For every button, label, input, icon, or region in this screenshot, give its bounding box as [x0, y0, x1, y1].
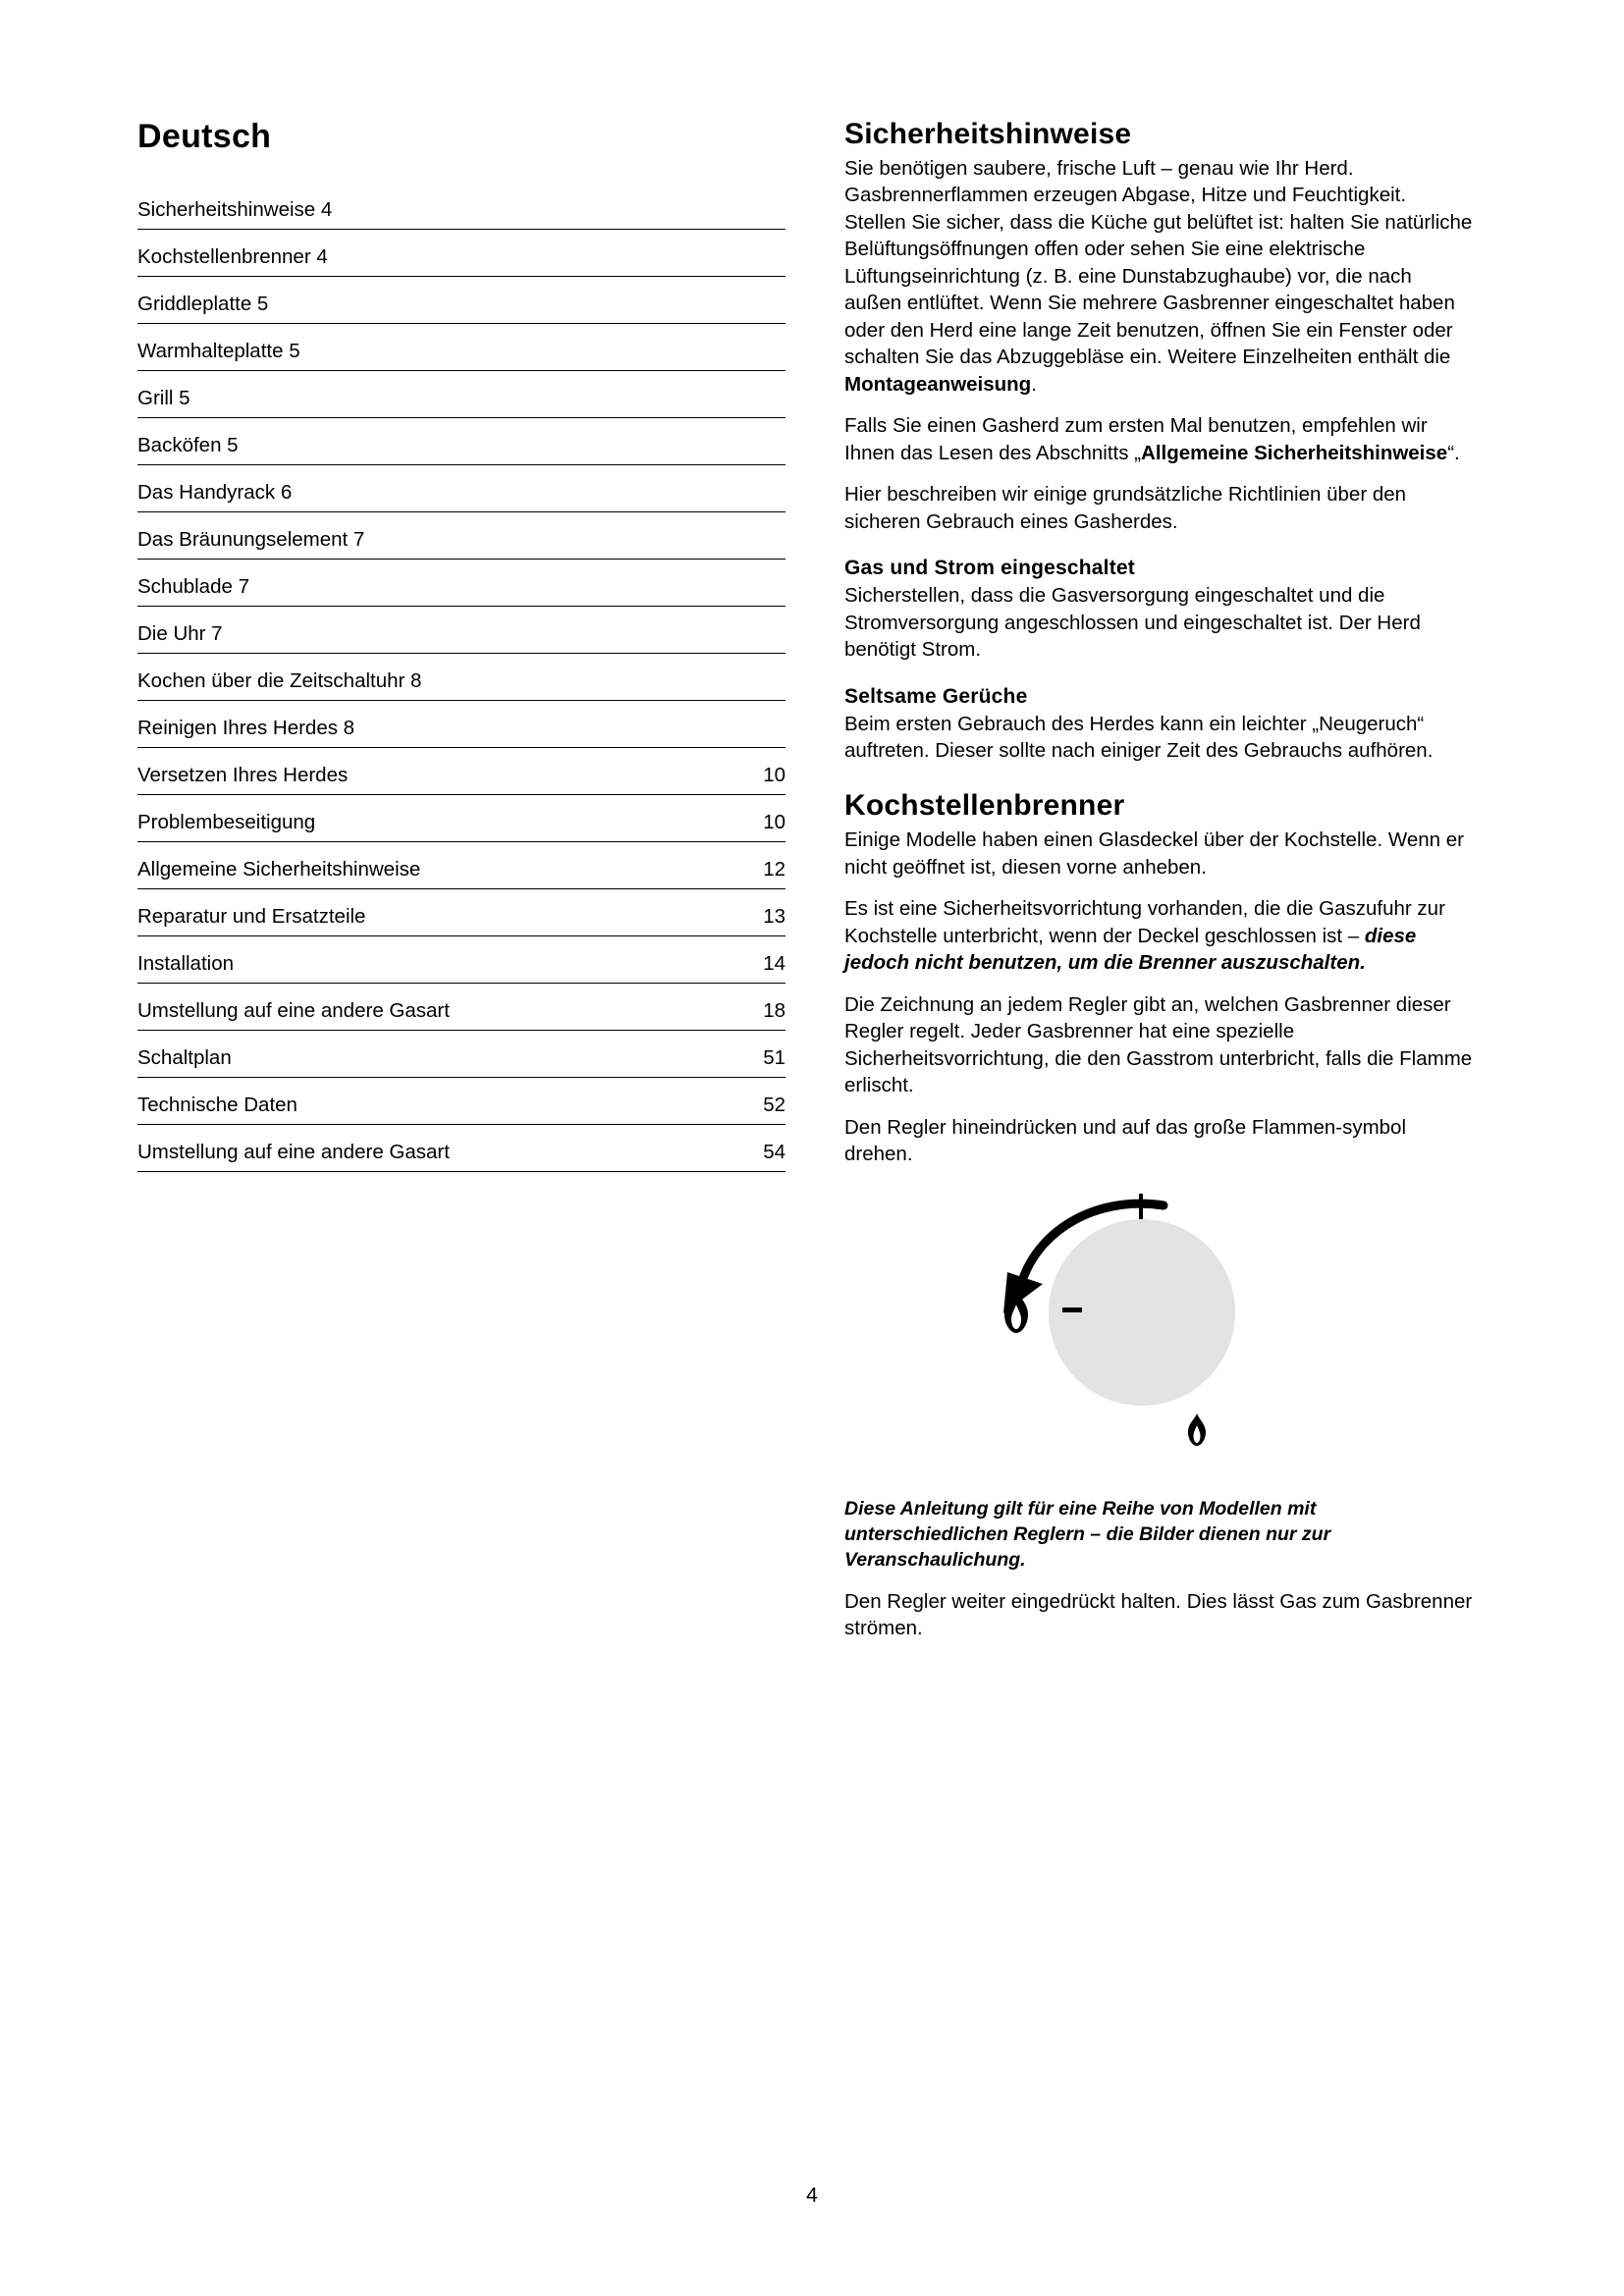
control-knob-figure	[844, 1186, 1473, 1480]
table-row[interactable]	[137, 182, 785, 229]
toc-entry-page	[717, 417, 785, 464]
toc-entry-page	[717, 323, 785, 370]
small-flame-icon	[1186, 1414, 1208, 1447]
table-row[interactable]	[137, 794, 785, 841]
toc-entry-label: Allgemeine Sicherheitshinweise	[137, 841, 717, 888]
toc-entry-label: Griddleplatte 5	[137, 276, 717, 323]
safety-paragraph-1-text: Sie benötigen saubere, frische Luft – genau wie Ihr Herd. Gasbrennerflammen erzeugen Abgase, Hitze und Feuchtigkeit. Stellen Sie sicher, dass die Küche gut belüftet ist: halten Sie natürliche Belüftungsöffnungen offen oder sehen Sie eine elektrische Lüftungseinrichtung (z. B. eine Dunstabzughaube) vor, die nach außen entlüftet. Wenn Sie mehrere Gasbrenner eingeschaltet haben oder den Herd eine lange Zeit benutzen, öffnen Sie ein Fenster oder schalten Sie das Abzuggebläse ein. Weitere Einzelheiten enthält die	[844, 157, 1473, 369]
toc-entry-page	[717, 276, 785, 323]
section-heading-burners: Kochstellenbrenner	[844, 789, 1125, 823]
toc-entry-label: Reparatur und Ersatzteile	[137, 888, 717, 935]
burners-paragraph-1: Einige Modelle haben einen Glasdeckel über der Kochstelle. Wenn er nicht geöffnet ist, diesen vorne anheben.	[844, 828, 1464, 879]
toc-entry-label: Versetzen Ihres Herdes	[137, 747, 717, 794]
burners-paragraph-5: Den Regler weiter eingedrückt halten. Dies lässt Gas zum Gasbrenner strömen.	[844, 1589, 1473, 1640]
toc-entry-page	[717, 606, 785, 653]
toc-entry-page: 10	[717, 794, 785, 841]
burners-paragraph-2-text: Es ist eine Sicherheitsvorrichtung vorhanden, die die Gaszufuhr zur Kochstelle unterbricht, wenn der Deckel geschlossen ist –	[844, 897, 1445, 947]
toc-entry-page	[717, 559, 785, 606]
safety-paragraph-2-text: Falls Sie einen Gasherd zum ersten Mal benutzen, empfehlen wir Ihnen das Lesen des Abschnitts „	[844, 414, 1428, 464]
safety-paragraph-2-tail: “.	[1447, 441, 1460, 464]
table-row[interactable]	[137, 841, 785, 888]
table-row[interactable]	[137, 229, 785, 276]
toc-entry-label: Grill 5	[137, 370, 717, 417]
table-row[interactable]	[137, 700, 785, 747]
toc-entry-page: 51	[717, 1030, 785, 1077]
toc-entry-label: Kochstellenbrenner 4	[137, 229, 717, 276]
toc-entry-label: Schaltplan	[137, 1030, 717, 1077]
table-row[interactable]	[137, 1077, 785, 1124]
burners-paragraph-2-emphasis: diese jedoch nicht benutzen, um die Brenner auszuschalten.	[844, 924, 1417, 975]
toc-entry-page: 13	[717, 888, 785, 935]
table-row[interactable]	[137, 464, 785, 511]
toc-entry-label: Kochen über die Zeitschaltuhr 8	[137, 653, 717, 700]
toc-entry-label: Schublade 7	[137, 559, 717, 606]
burners-paragraph-3: Die Zeichnung an jedem Regler gibt an, welchen Gasbrenner dieser Regler regelt. Jeder Gasbrenner hat eine spezielle Sicherheitsvorrichtung, die den Gasstrom unterbricht, falls die Flamme erlischt.	[844, 992, 1473, 1097]
toc-entry-label: Das Handyrack 6	[137, 464, 717, 511]
toc-entry-label: Reinigen Ihres Herdes 8	[137, 700, 717, 747]
table-of-contents-column	[137, 118, 785, 1172]
safety-paragraph-2	[844, 412, 1473, 466]
table-row[interactable]	[137, 1030, 785, 1077]
page-title: Deutsch	[137, 118, 272, 155]
subsection-text-geruche: Beim ersten Gebrauch des Herdes kann ein leichter „Neugeruch“ auftreten. Dieser sollte nach einiger Zeit des Gebrauchs aufhören.	[844, 712, 1434, 762]
figure-caption: Diese Anleitung gilt für eine Reihe von Modellen mit unterschiedlichen Reglern – die Bilder dienen nur zur Veranschaulichung.	[844, 1497, 1331, 1571]
toc-entry-page	[717, 229, 785, 276]
toc-entry-label: Backöfen 5	[137, 417, 717, 464]
toc-entry-label: Sicherheitshinweise 4	[137, 182, 717, 229]
safety-paragraph-1	[844, 155, 1473, 398]
toc-entry-page	[717, 464, 785, 511]
toc-entry-page	[717, 511, 785, 559]
toc-entry-page	[717, 182, 785, 229]
toc-entry-label: Umstellung auf eine andere Gasart	[137, 983, 717, 1030]
rotate-arrow-icon	[992, 1198, 1178, 1330]
page-columns	[137, 118, 1487, 1657]
subsection-heading-geruche: Seltsame Gerüche	[844, 684, 1028, 708]
toc-entry-page: 14	[717, 935, 785, 983]
toc-entry-page: 54	[717, 1124, 785, 1171]
burners-paragraph-2	[844, 895, 1473, 976]
table-row[interactable]	[137, 983, 785, 1030]
table-row[interactable]	[137, 606, 785, 653]
toc-entry-page	[717, 653, 785, 700]
table-row[interactable]	[137, 935, 785, 983]
burners-paragraph-4: Den Regler hineindrücken und auf das große Flammen-symbol drehen.	[844, 1115, 1407, 1166]
table-row[interactable]	[137, 511, 785, 559]
toc-entry-page: 12	[717, 841, 785, 888]
page-footer-number: 4	[806, 2184, 818, 2207]
toc-entry-page	[717, 370, 785, 417]
table-row[interactable]	[137, 747, 785, 794]
content-column	[844, 118, 1473, 1657]
table-row[interactable]	[137, 559, 785, 606]
table-row[interactable]	[137, 276, 785, 323]
table-row[interactable]	[137, 370, 785, 417]
toc-entry-label: Die Uhr 7	[137, 606, 717, 653]
toc-entry-page	[717, 700, 785, 747]
toc-entry-page: 52	[717, 1077, 785, 1124]
toc-entry-page: 18	[717, 983, 785, 1030]
safety-paragraph-3: Hier beschreiben wir einige grundsätzliche Richtlinien über den sicheren Gebrauch eines Gasherdes.	[844, 483, 1407, 533]
toc-entry-label: Problembeseitigung	[137, 794, 717, 841]
subsection-text-gas-strom: Sicherstellen, dass die Gasversorgung eingeschaltet und die Stromversorgung angeschlossen und eingeschaltet ist. Der Herd benötigt Strom.	[844, 584, 1421, 662]
toc-entry-label: Warmhalteplatte 5	[137, 323, 717, 370]
toc-entry-label: Umstellung auf eine andere Gasart	[137, 1124, 717, 1171]
table-row[interactable]	[137, 653, 785, 700]
table-row[interactable]	[137, 323, 785, 370]
table-row[interactable]	[137, 1124, 785, 1171]
subsection-heading-gas-strom: Gas und Strom eingeschaltet	[844, 557, 1135, 580]
table-row[interactable]	[137, 417, 785, 464]
toc-entry-label: Technische Daten	[137, 1077, 717, 1124]
table-of-contents	[137, 182, 785, 1172]
safety-paragraph-2-bold: Allgemeine Sicherheitshinweise	[1141, 441, 1448, 464]
section-heading-safety: Sicherheitshinweise	[844, 118, 1132, 150]
table-row[interactable]	[137, 888, 785, 935]
toc-entry-label: Installation	[137, 935, 717, 983]
toc-entry-page: 10	[717, 747, 785, 794]
safety-paragraph-1-bold: Montageanweisung	[844, 372, 1032, 396]
safety-paragraph-1-tail: .	[1031, 372, 1037, 396]
toc-entry-label: Das Bräunungselement 7	[137, 511, 717, 559]
